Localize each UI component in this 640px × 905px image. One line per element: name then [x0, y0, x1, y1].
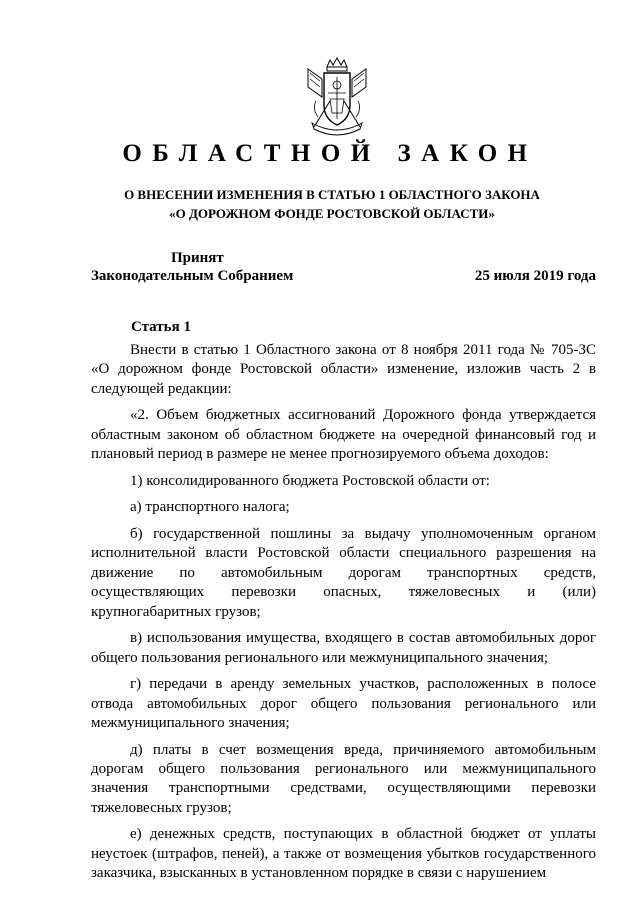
adopted-label: Принят: [171, 250, 224, 266]
paragraph: 1) консолидированного бюджета Ростовской области от:: [130, 472, 490, 489]
paragraph: а) транспортного налога;: [130, 499, 290, 516]
law-title: ОБЛАСТНОЙ ЗАКОН: [122, 140, 538, 167]
article-body: [91, 341, 596, 891]
article-title: Статья 1: [131, 319, 191, 335]
paragraph: б) государственной пошлины за выдачу уполномоченным органом исполнительной власти Ростовской области специального разрешения на движение по автомобильным дорогам транспортных средств, осуществляющих перевозки опасных, тяжеловесных и (или) крупногабаритных грузов;: [91, 526, 596, 620]
law-subtitle-line-1: О ВНЕСЕНИИ ИЗМЕНЕНИЯ В СТАТЬЮ 1 ОБЛАСТНОГО ЗАКОНА: [124, 187, 540, 202]
law-subtitle: [0, 185, 640, 223]
paragraph: е) денежных средств, поступающих в областной бюджет от уплаты неустоек (штрафов, пеней), а также от возмещения убытков государственного заказчика, взысканных в установленном порядке в связи с нарушением: [91, 826, 596, 882]
paragraph: д) платы в счет возмещения вреда, причиняемого автомобильным дорогам общего пользования регионального или межмуниципального значения транспортными средствами, осуществляющими перевозки тяжеловесных грузов;: [91, 741, 596, 816]
paragraph: г) передачи в аренду земельных участков, расположенных в полосе отвода автомобильных дорог общего пользования регионального или межмуниципального значения;: [91, 676, 596, 732]
paragraph: «2. Объем бюджетных ассигнований Дорожного фонда утверждается областным законом об областном бюджете на очередной финансовый год и плановый период в размере не менее прогнозируемого объема доходов:: [91, 407, 596, 463]
paragraph: Внести в статью 1 Областного закона от 8 ноября 2011 года № 705-ЗС «О дорожном фонде Ростовской области» изменение, изложив часть 2 в следующей редакции:: [91, 342, 596, 397]
law-subtitle-line-2: «О ДОРОЖНОМ ФОНДЕ РОСТОВСКОЙ ОБЛАСТИ»: [169, 206, 495, 221]
paragraph: в) использования имущества, входящего в состав автомобильных дорог общего пользования регионального или межмуниципального значения;: [91, 630, 596, 666]
coat-of-arms-emblem: [302, 57, 372, 137]
adopted-by: Законодательным Собранием: [91, 268, 294, 284]
adopted-date: 25 июля 2019 года: [474, 268, 596, 284]
